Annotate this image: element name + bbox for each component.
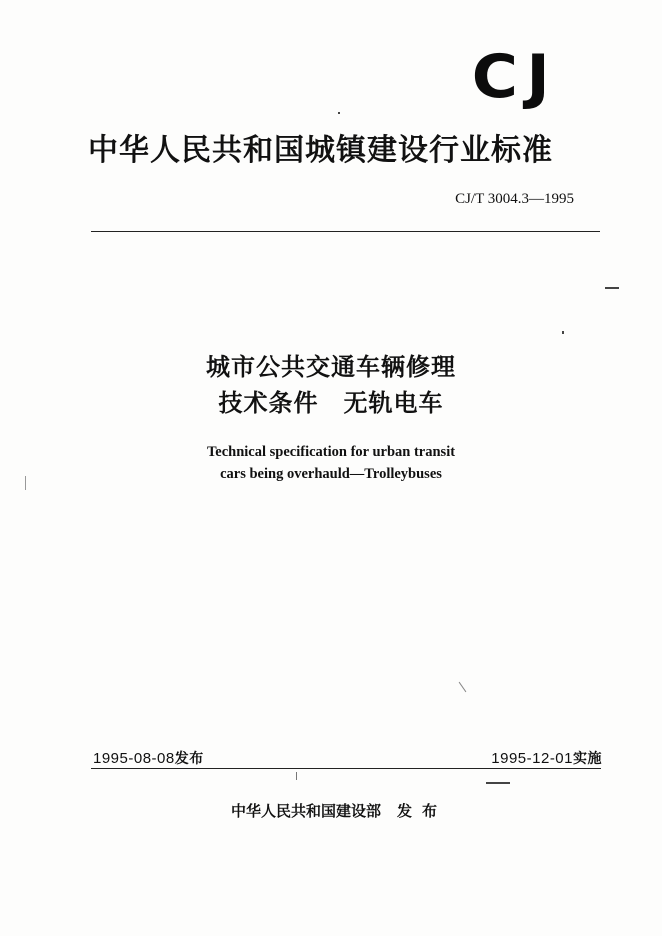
top-divider xyxy=(91,231,600,232)
scan-speck xyxy=(459,682,467,692)
scan-speck xyxy=(605,287,619,289)
bottom-divider xyxy=(91,768,601,769)
english-title-line-1: Technical specification for urban transit xyxy=(206,444,456,460)
cj-logo: CJ xyxy=(471,42,559,112)
implementation-date-value: 1995-12-01 xyxy=(491,750,573,767)
scan-speck xyxy=(486,782,510,784)
issue-date xyxy=(93,750,204,768)
standard-series-title: 中华人民共和国城镇建设行业标准 xyxy=(88,133,553,168)
issue-date-value: 1995-08-08 xyxy=(93,750,175,767)
scan-speck xyxy=(562,331,564,334)
scan-speck xyxy=(338,112,340,114)
implementation-date-label: 实施 xyxy=(573,751,602,767)
publisher-line xyxy=(231,801,447,821)
scan-speck xyxy=(25,476,26,490)
scan-speck xyxy=(296,772,297,780)
issue-date-label: 发布 xyxy=(174,751,204,767)
implementation-date xyxy=(491,750,602,768)
chinese-title-line-2: 技术条件 无轨电车 xyxy=(218,389,444,417)
publisher-verb: 发布 xyxy=(397,802,448,820)
english-title-line-2: cars being overhauld—Trolleybuses xyxy=(220,466,442,482)
publisher-name: 中华人民共和国建设部 xyxy=(231,802,382,820)
chinese-title-line-1: 城市公共交通车辆修理 xyxy=(206,353,456,381)
standard-code: CJ/T 3004.3—1995 xyxy=(455,191,574,207)
